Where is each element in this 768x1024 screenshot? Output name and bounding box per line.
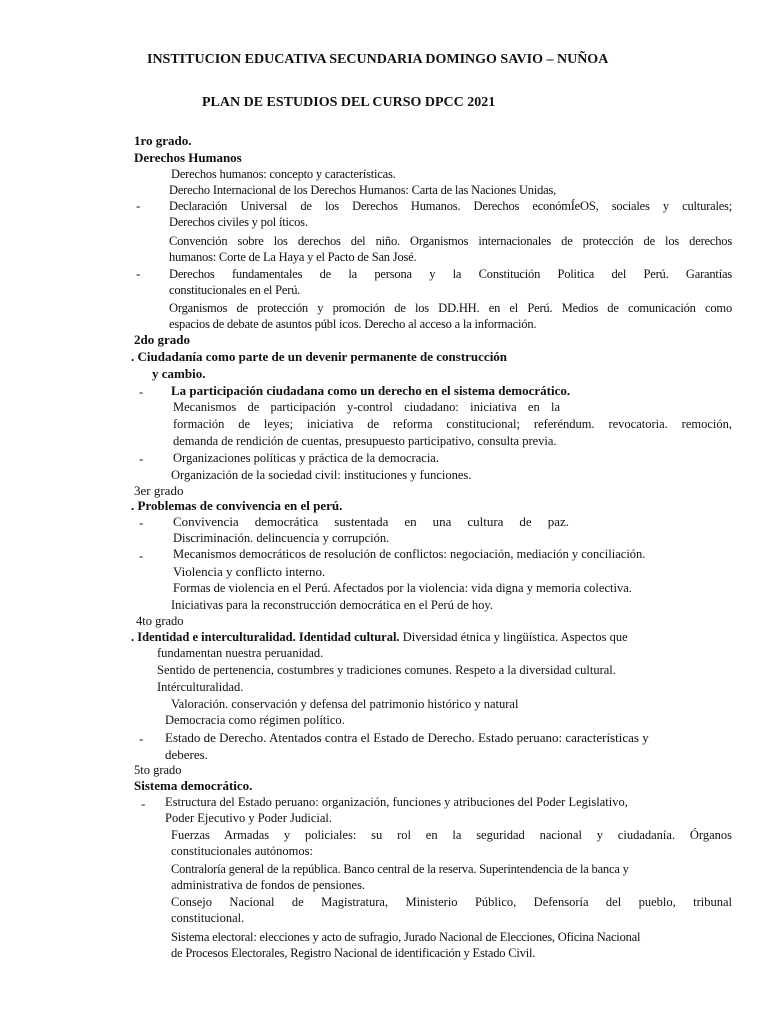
bullet: - [139,731,144,746]
grade3-line-1: Convivencia democrática sustentada en una cultura de paz. [173,514,569,529]
grade5-line-6: administrativa de fondos de pensiones. [171,878,366,892]
grade3-line-4: Violencia y conflicto interno. [173,564,326,579]
grade5-line-4: constitucionales autónomos: [171,844,313,858]
bullet: - [136,266,141,281]
grade2-line-1: La participación ciudadana como un derecho en el sistema democrático. [171,383,571,398]
grade4-heading-rest: Diversidad étnica y lingüística. Aspectos que [399,630,628,644]
grade2-heading-1: . Ciudadanía como parte de un devenir permanente de construcción [131,349,508,364]
bullet: - [139,515,144,530]
grade4-line-4: Valoración. conservación y defensa del patrimonio histórico y natural [171,697,519,711]
grade5-line-8: constitucional. [171,911,245,925]
grade4-label: 4to grado [136,614,184,628]
bullet: - [139,548,144,563]
grade1-line-4: Derechos civiles y pol íticos. [169,215,308,229]
grade1-line-2: Derecho Internacional de los Derechos Humanos: Carta de las Naciones Unidas, [169,183,557,197]
grade4-line-6: Estado de Derecho. Atentados contra el Estado de Derecho. Estado peruano: características y [165,730,649,745]
grade3-label: 3er grado [134,483,184,498]
grade4-heading [131,631,628,644]
grade4-line-2: Sentido de pertenencia, costumbres y tradiciones comunes. Respeto a la diversidad cultural. [157,663,616,677]
grade3-heading: . Problemas de convivencia en el perú. [131,498,343,513]
institution-title: INSTITUCION EDUCATIVA SECUNDARIA DOMINGO SAVIO – NUÑOA [147,52,609,67]
grade3-line-2: Discriminación. delincuencia y corrupción. [173,531,390,545]
bullet: - [136,198,141,213]
bullet: - [139,384,144,399]
grade4-line-7: deberes. [165,747,208,762]
grade1-line-6: humanos: Corte de La Haya y el Pacto de San José. [169,250,417,264]
grade5-line-10: de Procesos Electorales, Registro Nacional de identificación y Estado Civil. [171,946,536,960]
grade5-heading: Sistema democrático. [134,778,253,793]
grade5-line-3: Fuerzas Armadas y policiales: su rol en la seguridad nacional y ciudadanía. Órganos [171,828,732,842]
grade1-line-7: Derechos fundamentales de la persona y la Constitución Politica del Perú. Garantías [169,267,732,281]
grade1-line-3: Declaración Universal de los Derechos Humanos. Derechos económÍeOS, sociales y culturales; [169,199,732,213]
grade5-line-1: Estructura del Estado peruano: organización, funciones y atribuciones del Poder Legislativo, [165,795,628,809]
grade2-heading-2: y cambio. [152,366,206,381]
grade1-line-10: espacios de debate de asuntos públ icos. Derecho al acceso a la información. [169,317,537,331]
grade2-line-2: Mecanismos de participación y-control ciudadano: iniciativa en la [173,400,560,414]
grade1-label: 1ro grado. [134,133,192,148]
grade2-line-5: Organizaciones políticas y práctica de la democracia. [173,451,439,465]
grade5-line-9: Sistema electoral: elecciones y acto de sufragio, Jurado Nacional de Elecciones, Oficina Nacional [171,930,641,944]
grade3-line-5: Formas de violencia en el Perú. Afectados por la violencia: vida digna y memoria colectiva. [173,581,632,595]
grade2-line-3: formación de leyes; iniciativa de reforma constitucional; referéndum. revocatoria. remoción, [173,417,732,431]
grade5-line-7: Consejo Nacional de Magistratura, Ministerio Público, Defensoría del pueblo, tribunal [171,895,732,909]
grade4-line-5: Democracia como régimen político. [165,713,345,727]
grade1-line-5: Convención sobre los derechos del niño. Organismos internacionales de protección de los derechos [169,234,732,248]
grade2-line-6: Organización de la sociedad civil: instituciones y funciones. [171,468,472,482]
grade1-line-1: Derechos humanos: concepto y características. [171,167,396,181]
grade1-line-8: constitucionales en el Perú. [169,283,301,297]
grade5-line-2: Poder Ejecutivo y Poder Judicial. [165,811,332,825]
grade4-line-3: Intérculturalidad. [157,680,244,694]
plan-title: PLAN DE ESTUDIOS DEL CURSO DPCC 2021 [202,95,496,110]
grade2-line-4: demanda de rendición de cuentas, presupuesto participativo, consulta previa. [173,434,557,448]
grade2-label: 2do grado [134,332,190,347]
grade3-line-3: Mecanismos democráticos de resolución de conflictos: negociación, mediación y conciliación. [173,547,646,561]
grade1-line-9: Organismos de protección y promoción de los DD.HH. en el Perú. Medios de comunicación como [169,301,732,315]
grade4-heading-bold: . Identidad e interculturalidad. Identidad cultural. [131,630,400,644]
bullet: - [139,451,144,466]
grade5-label: 5to grado [134,763,182,777]
bullet: - [141,796,146,811]
grade4-line-1: fundamentan nuestra peruanidad. [157,646,324,660]
grade5-line-5: Contraloría general de la república. Banco central de la reserva. Superintendencia de la banca y [171,862,629,876]
grade3-line-6: Iniciativas para la reconstrucción democrática en el Perú de hoy. [171,598,493,612]
grade1-heading: Derechos Humanos [134,150,242,165]
